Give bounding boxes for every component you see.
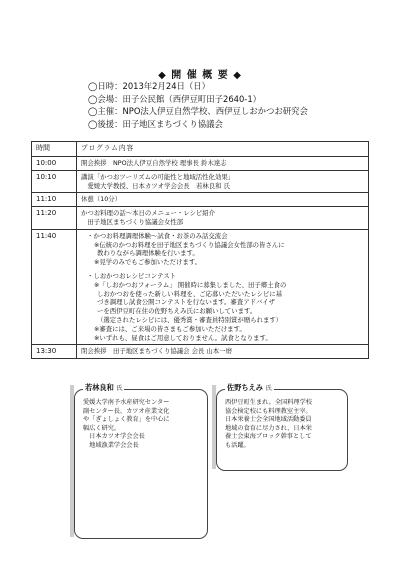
profile-card-wakabayashi	[74, 383, 208, 539]
profile-line: 日本栄養士会全国地域活動委員	[225, 416, 312, 424]
program-column-header: プログラム内容	[77, 142, 369, 157]
table-row	[32, 345, 369, 359]
program-line: ※見学のみでもご参加いただけます。	[94, 258, 202, 267]
profile-card-sano	[216, 383, 348, 471]
schedule-table	[31, 141, 369, 359]
profile-line: も活躍。	[225, 441, 250, 449]
row-program	[77, 170, 369, 193]
program-line: ※審査には、ご来場の皆さまもご参加いただけます。	[94, 324, 246, 333]
profile-line: 協会検定校にも料理教室主宰。	[225, 407, 312, 415]
program-line: ※「しおかつおフォーラム」 開催時に募集しました、田子郷土食の	[94, 280, 287, 289]
table-row	[32, 170, 369, 193]
row-program	[77, 345, 369, 359]
info-date: ◯日時：2013年2月24日（日）	[88, 81, 211, 91]
profile-line: 副センター長、カツオ産業文化	[83, 407, 170, 415]
program-line: 教わりながら調理体験を行います。	[97, 249, 199, 258]
profile-suffix: 氏	[116, 385, 123, 392]
row-time: 11:20	[32, 207, 77, 230]
row-program	[77, 229, 369, 345]
row-time: 10:00	[32, 157, 77, 171]
program-line: 開会挨拶 NPO法人伊豆自然学校 理事長 鈴木達志	[81, 159, 227, 167]
row-time: 11:40	[32, 229, 77, 345]
info-venue: ◯会場：田子公民館（西伊豆町田子2640-1）	[88, 93, 262, 104]
schedule-header-row	[32, 142, 369, 157]
program-line: ーを西伊豆町在住の佐野ちえみ氏にお願いしています。	[97, 307, 257, 316]
time-column-header: 時間	[32, 142, 77, 157]
program-line: かつお料理の話～本日のメニュー・レシピ紹介	[81, 209, 216, 218]
program-line: ※いずれも、昼食はご用意しておりません。試食となります。	[94, 333, 272, 342]
event-info	[88, 80, 308, 130]
profile-line: 養士会東海ブロック幹事として	[225, 433, 312, 441]
row-program	[77, 207, 369, 230]
table-row	[32, 229, 369, 345]
profile-name-text: 若林良和	[85, 383, 114, 392]
profile-suffix: 氏	[265, 385, 272, 392]
row-program	[77, 193, 369, 207]
program-line: ・かつお料理調理体験～試食・お茶のみ話交流会	[87, 231, 228, 240]
program-line: ※伝統のかつお料理を田子地区まちづくり協議会女性部の皆さんに	[94, 240, 285, 249]
table-row	[32, 207, 369, 230]
info-support: ◯後援：田子地区まちづくり協議会	[88, 118, 223, 129]
profile-line: 日本カツオ学会会長	[83, 433, 145, 441]
profile-body	[217, 390, 347, 455]
program-line: づき調理し試食公開コンテストを行ないます。審査アドバイザ	[97, 298, 276, 307]
overview-title: ◆ 開 催 概 要 ◆	[158, 70, 242, 81]
profile-line: 地域漁業学会会長	[83, 441, 139, 449]
row-program	[77, 157, 369, 171]
profile-line: 愛媛大学南予水産研究センター	[83, 399, 170, 406]
program-line: 講演「かつおツーリズムの可能性と地域活性化効果」	[81, 172, 235, 181]
table-row	[32, 193, 369, 207]
profile-line: 地域の食育に尽力され、日本栄	[225, 424, 312, 432]
program-line: 休憩（10分）	[81, 195, 122, 204]
program-line: 田子地区まちづくり協議会女性部	[81, 217, 184, 226]
profile-line: 幅広く研究。	[83, 424, 121, 432]
profile-line: 西伊豆町生まれ。全国料理学校	[225, 399, 312, 406]
profile-name	[83, 384, 124, 394]
row-time: 10:10	[32, 170, 77, 193]
row-time: 13:30	[32, 345, 77, 359]
program-line: 閉会挨拶 田子地区まちづくり協議会 会長 山本一磨	[81, 347, 232, 356]
profile-name-text: 佐野ちえみ	[227, 383, 263, 392]
row-time: 11:10	[32, 193, 77, 207]
profile-name	[225, 384, 274, 394]
info-organizer: ◯主催：NPO法人伊豆自然学校、西伊豆しおかつお研究会	[88, 106, 308, 116]
program-line: しおかつおを使った新しい料理を、ご応募いただいたレシピに基	[97, 289, 283, 298]
profile-body	[75, 390, 207, 455]
program-line: ・しおかつおレシピコンテスト	[87, 271, 177, 280]
profile-line: や「ぎょしょく教育」を中心に	[83, 416, 170, 424]
table-row	[32, 157, 369, 171]
program-line: （選定されたレシピには、優秀賞・審査員特別賞が贈られます）	[97, 315, 283, 324]
program-line: 愛媛大学教授、日本カツオ学会会長 若林良和 氏	[81, 181, 231, 190]
